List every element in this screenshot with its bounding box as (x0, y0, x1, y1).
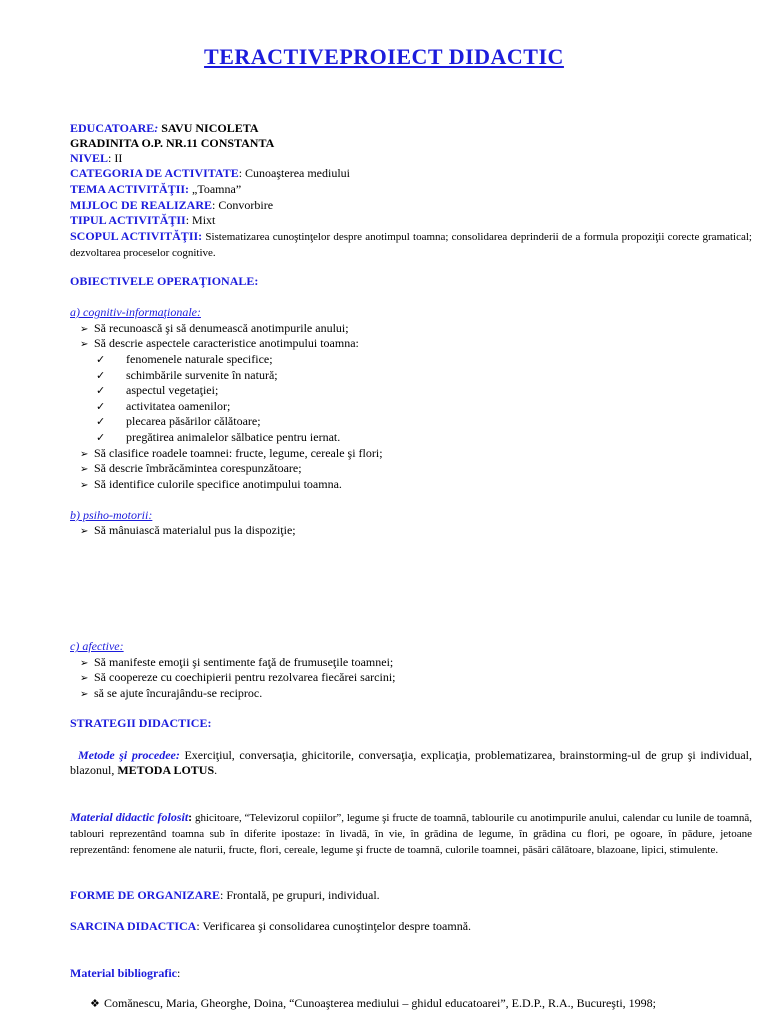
check-item (96, 430, 340, 446)
sarcina-label: SARCINA DIDACTICA (70, 919, 197, 933)
arrow-bullet-icon: ➢ (80, 339, 89, 350)
forme-label: FORME DE ORGANIZARE (70, 888, 221, 902)
list-item-text: Să descrie aspectele caracteristice anotimpului toamna: (94, 336, 359, 350)
educatoare-colon: : (154, 121, 159, 135)
check-item-text: aspectul vegetaţiei; (126, 383, 219, 397)
educatoare-value: SAVU NICOLETA (158, 121, 259, 135)
list-item-text: Să recunoască şi să denumească anotimpurile anului; (94, 321, 349, 335)
list-item-text: Să identifice culorile specifice anotimpului toamna. (94, 477, 342, 491)
document-title: TERACTIVEPROIECT DIDACTIC (204, 44, 564, 69)
scopul-label: SCOPUL ACTIVITĂŢII: (70, 229, 203, 243)
material-colon: : (188, 810, 193, 824)
tipul-label: TIPUL ACTIVITĂŢII (70, 213, 186, 227)
material-label: Material didactic folosit (70, 810, 189, 824)
arrow-bullet-icon: ➢ (80, 658, 89, 669)
forme-value: : Frontală, pe grupuri, individual. (220, 888, 380, 902)
psycho-heading-text: b) psiho-motorii: (70, 508, 153, 522)
arrow-bullet-icon: ➢ (80, 689, 89, 700)
tipul-line (70, 213, 718, 228)
bibliography-item (90, 996, 752, 1012)
mijloc-label: MIJLOC DE REALIZARE (70, 198, 213, 212)
diamond-bullet-icon: ❖ (90, 998, 100, 1010)
material-line2: calendar cu lunile de toamnă, tablouri reprezentând toamna sub în diferite ipostaze: în livadă, în vie, în grădina de legume, în grădina cu flori, pe ogoare, în pădure, jetoane reprezentând: fenomene ale naturii, fructe, flori, cereale, legume şi fructe de toamnă, culorile toamnei, păsări călătoare, blazoane, lipici, stimulente. (70, 812, 753, 856)
check-item (96, 383, 218, 399)
nivel-line (70, 151, 718, 166)
nivel-value: : II (108, 151, 123, 165)
list-item (80, 321, 728, 337)
methods-colon: : (175, 748, 180, 762)
nivel-label: NIVEL (70, 151, 109, 165)
bibliography-item-text: Comănescu, Maria, Gheorghe, Doina, “Cunoaşterea mediului – ghidul educatoarei”, E.D.P., R.A., Bucureşti, 1998; (104, 996, 656, 1010)
forme-line (70, 888, 718, 903)
scopul-value: Sistematizarea cunoştinţelor despre anotimpul toamna; consolidarea deprinderii de a formula propoziţii corecte gramatical; dezvoltarea proceselor cognitive. (70, 231, 752, 259)
methods-value: Exerciţiul, conversaţia, ghicitorile, conversaţia, explicaţia, problematizarea, brainstorming-ul de grup şi individual, blazonul, (70, 748, 753, 777)
categoria-line (70, 166, 718, 181)
methods-bold: METODA LOTUS (117, 763, 215, 777)
affective-heading-text: c) afective: (70, 639, 124, 653)
list-item (80, 670, 728, 686)
list-item-text: Să manifeste emoţii şi sentimente faţă de frumuseţile toamnei; (94, 655, 394, 669)
arrow-bullet-icon: ➢ (80, 324, 89, 335)
tema-label: TEMA ACTIVITĂŢII: (70, 182, 190, 196)
arrow-bullet-icon: ➢ (80, 449, 89, 460)
bibliography-colon: : (176, 966, 181, 980)
check-item (96, 399, 230, 415)
checkmark-icon: ✓ (96, 401, 106, 413)
categoria-value: : Cunoaşterea mediului (238, 166, 351, 180)
affective-heading (70, 639, 718, 654)
material-line1: ghicitoare, “Televizorul copiilor”, legume şi fructe de toamnă, tablourile cu anotimpurile anului, (192, 812, 620, 824)
check-item-text: activitatea oamenilor; (126, 399, 231, 413)
list-item-text: să se ajute încurajându-se reciproc. (94, 686, 263, 700)
list-item (80, 523, 728, 539)
check-item-text: fenomenele naturale specifice; (126, 352, 273, 366)
methods-end: . (214, 763, 218, 777)
mijloc-value: : Convorbire (212, 198, 274, 212)
check-item (96, 368, 278, 384)
material-paragraph (70, 810, 752, 858)
check-item-text: plecarea păsărilor călătoare; (126, 414, 261, 428)
list-item-text: Să coopereze cu coechipierii pentru rezolvarea fiecărei sarcini; (94, 670, 396, 684)
strategies-heading (70, 716, 718, 731)
mijloc-line (70, 198, 718, 213)
list-item (80, 446, 728, 462)
objectives-heading (70, 274, 718, 289)
arrow-bullet-icon: ➢ (80, 673, 89, 684)
list-item-text: Să clasifice roadele toamnei: fructe, legume, cereale şi flori; (94, 446, 383, 460)
list-item (80, 655, 728, 671)
list-item-text: Să mânuiască materialul pus la dispoziţie; (94, 523, 296, 537)
list-item (80, 686, 728, 702)
cognitive-heading-text: a) cognitiv-informaţionale: (70, 305, 201, 319)
arrow-bullet-icon: ➢ (80, 464, 89, 475)
strategies-heading-text: STRATEGII DIDACTICE: (70, 716, 212, 730)
checkmark-icon: ✓ (96, 354, 106, 366)
checkmark-icon: ✓ (96, 385, 106, 397)
arrow-bullet-icon: ➢ (80, 526, 89, 537)
list-item-text: Să descrie îmbrăcămintea corespunzătoare; (94, 461, 302, 475)
tema-line (70, 182, 718, 197)
list-item (80, 477, 728, 493)
categoria-label: CATEGORIA DE ACTIVITATE (70, 166, 239, 180)
objectives-heading-text: OBIECTIVELE OPERAŢIONALE: (70, 274, 259, 288)
checkmark-icon: ✓ (96, 370, 106, 382)
psycho-heading (70, 508, 718, 523)
list-item (80, 461, 728, 477)
gradinita-line (70, 136, 718, 151)
methods-paragraph (70, 748, 752, 778)
methods-label: Metode şi procedee (78, 748, 176, 762)
bibliography-heading-text: Material bibliografic (70, 966, 177, 980)
check-item-text: schimbările survenite în natură; (126, 368, 278, 382)
scopul-paragraph (70, 229, 752, 261)
checkmark-icon: ✓ (96, 416, 106, 428)
check-item (96, 414, 261, 430)
cognitive-heading (70, 305, 718, 320)
tema-value: „Toamna” (189, 182, 242, 196)
arrow-bullet-icon: ➢ (80, 480, 89, 491)
educatoare-label: EDUCATOARE (70, 121, 155, 135)
sarcina-line (70, 919, 718, 934)
check-item-text: pregătirea animalelor sălbatice pentru iernat. (126, 430, 341, 444)
tipul-value: : Mixt (185, 213, 216, 227)
gradinita-value: GRADINITA O.P. NR.11 CONSTANTA (70, 136, 275, 150)
check-item (96, 352, 273, 368)
educatoare-line (70, 121, 718, 136)
checkmark-icon: ✓ (96, 432, 106, 444)
list-item (80, 336, 728, 352)
sarcina-value: : Verificarea şi consolidarea cunoştinţelor despre toamnă. (196, 919, 472, 933)
bibliography-heading (70, 966, 718, 981)
